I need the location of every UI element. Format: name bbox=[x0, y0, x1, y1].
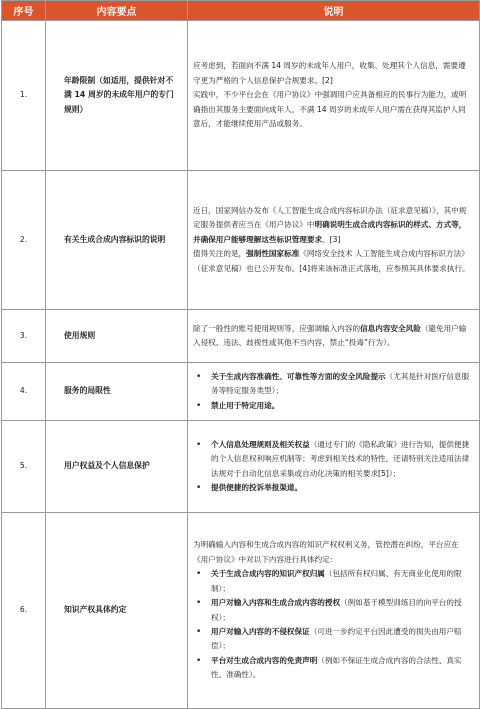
desc-paragraph bbox=[193, 204, 473, 247]
table-row bbox=[2, 513, 480, 709]
row-topic: 用户权益及个人信息保护 bbox=[46, 421, 188, 513]
bullet-text: （包括所有权归属、有无商业化使用的限制）； bbox=[211, 569, 462, 593]
desc-text: （避免用户输入侵权、违法、歧视性或其他不当内容，禁止“投毒”行为）。 bbox=[193, 323, 467, 347]
row-topic: 服务的局限性 bbox=[46, 363, 188, 421]
bullet-item bbox=[193, 370, 473, 399]
policy-table bbox=[1, 0, 480, 709]
row-index: 6. bbox=[2, 513, 46, 709]
bullet-item bbox=[193, 654, 473, 683]
row-description bbox=[188, 310, 480, 363]
desc-text: 《网络安全技术 人工智能生成合成内容标识方法》（征求意见稿）也已公开发布。[4]将来该标准正式落地，应参照其具体要求执行。 bbox=[193, 249, 470, 273]
desc-paragraph bbox=[193, 247, 473, 276]
bullet-text: （例如基于模型训练目的向平台的授权）； bbox=[211, 598, 462, 622]
row-index: 4. bbox=[2, 363, 46, 421]
table-row bbox=[2, 171, 480, 310]
bullet-emphasis: 禁止用于特定用途。 bbox=[211, 400, 280, 410]
desc-emphasis: 明确说明生成合成内容标识的样式、方式等，并确保用户能够理解这些标识管理要求 bbox=[193, 220, 467, 244]
row-description bbox=[188, 363, 480, 421]
bullet-item bbox=[193, 481, 473, 495]
table-row bbox=[2, 363, 480, 421]
bullet-emphasis: 关于生成内容准确性、可靠性等方面的安全风险提示 bbox=[211, 371, 386, 381]
table-row bbox=[2, 21, 480, 171]
desc-emphasis: 信息内容安全风险 bbox=[360, 323, 421, 333]
desc-text: 近日，国家网信办发布《人工智能生成合成内容标识办法（征求意见稿）》，其中规定服务提供者应当在《用户协议》中 bbox=[193, 205, 467, 230]
bullet-list bbox=[193, 438, 473, 496]
bullet-text: （例如不保证生成合成内容的合法性、真实性、准确性）。 bbox=[211, 655, 462, 680]
desc-text: 。[3] bbox=[322, 234, 341, 244]
bullet-emphasis: 个人信息处理规则及相关权益 bbox=[211, 439, 310, 449]
row-description bbox=[188, 513, 480, 709]
desc-paragraph: 为明确输入内容和生成合成内容的知识产权权利义务，管控潜在纠纷，平台应在《用户协议》中对以下内容进行具体约定： bbox=[193, 540, 459, 564]
table-header-row bbox=[2, 1, 480, 21]
row-topic: 知识产权具体约定 bbox=[46, 513, 188, 709]
bullet-text: （尤其是针对医疗信息服务等特定服务类型）； bbox=[211, 371, 470, 396]
bullet-emphasis: 关于生成合成内容的知识产权归属 bbox=[211, 569, 325, 579]
row-index: 3. bbox=[2, 310, 46, 363]
table-row bbox=[2, 421, 480, 513]
header-description: 说明 bbox=[188, 1, 480, 21]
row-index: 1. bbox=[2, 21, 46, 171]
row-description bbox=[188, 21, 480, 171]
row-topic: 年龄限制（如适用，提供针对不满 14 周岁的未成年用户的专门规则） bbox=[46, 21, 188, 171]
row-index: 5. bbox=[2, 421, 46, 513]
bullet-emphasis: 用户对输入内容和生成合成内容的授权 bbox=[211, 598, 341, 608]
bullet-list bbox=[193, 567, 473, 682]
bullet-item bbox=[193, 567, 473, 596]
desc-paragraph bbox=[193, 322, 473, 351]
bullet-text: （可进一步约定平台因此遭受的损失由用户赔偿）； bbox=[211, 626, 462, 651]
header-index: 序号 bbox=[2, 1, 46, 21]
row-description bbox=[188, 421, 480, 513]
bullet-item bbox=[193, 625, 473, 654]
header-topic: 内容要点 bbox=[46, 1, 188, 21]
desc-emphasis: 强制性国家标准 bbox=[246, 249, 300, 259]
bullet-emphasis: 用户对输入内容的不侵权保证 bbox=[211, 626, 310, 636]
row-topic: 有关生成合成内容标识的说明 bbox=[46, 171, 188, 310]
table-row bbox=[2, 310, 480, 363]
bullet-list bbox=[193, 370, 473, 413]
row-topic: 使用规则 bbox=[46, 310, 188, 363]
bullet-item bbox=[193, 399, 473, 413]
bullet-item bbox=[193, 596, 473, 625]
desc-paragraph: 应考虑到，若面向不满 14 周岁的未成年人用户，收集、处理其个人信息，需要遵守更为严格的个人信息保护合规要求。[2] bbox=[193, 61, 466, 85]
row-description bbox=[188, 171, 480, 310]
bullet-text: （通过专门的《隐私政策》进行告知，提供便捷的个人信息权利响应机制等；考虑到相关技术的特性，还请特别关注适用法律法规对于自动化信息采集或自动化决策的相关要求[5]）； bbox=[211, 439, 470, 478]
desc-paragraph: 实践中，不少平台会在《用户协议》中强调用户应具备相应的民事行为能力，或明确指出其服务主要面向成年人，不满 14 周岁的未成年人用户需在获得其监护人同意后，才能继续使用产品或服务。 bbox=[193, 90, 467, 129]
desc-text: 值得关注的是， bbox=[193, 249, 247, 259]
bullet-emphasis: 平台对生成合成内容的免责声明 bbox=[211, 655, 318, 665]
bullet-emphasis: 提供便捷的投诉举报渠道。 bbox=[211, 482, 303, 492]
row-index: 2. bbox=[2, 171, 46, 310]
bullet-item bbox=[193, 438, 473, 481]
desc-text: 除了一般性的账号使用规则等，应强调输入内容的 bbox=[193, 323, 361, 333]
